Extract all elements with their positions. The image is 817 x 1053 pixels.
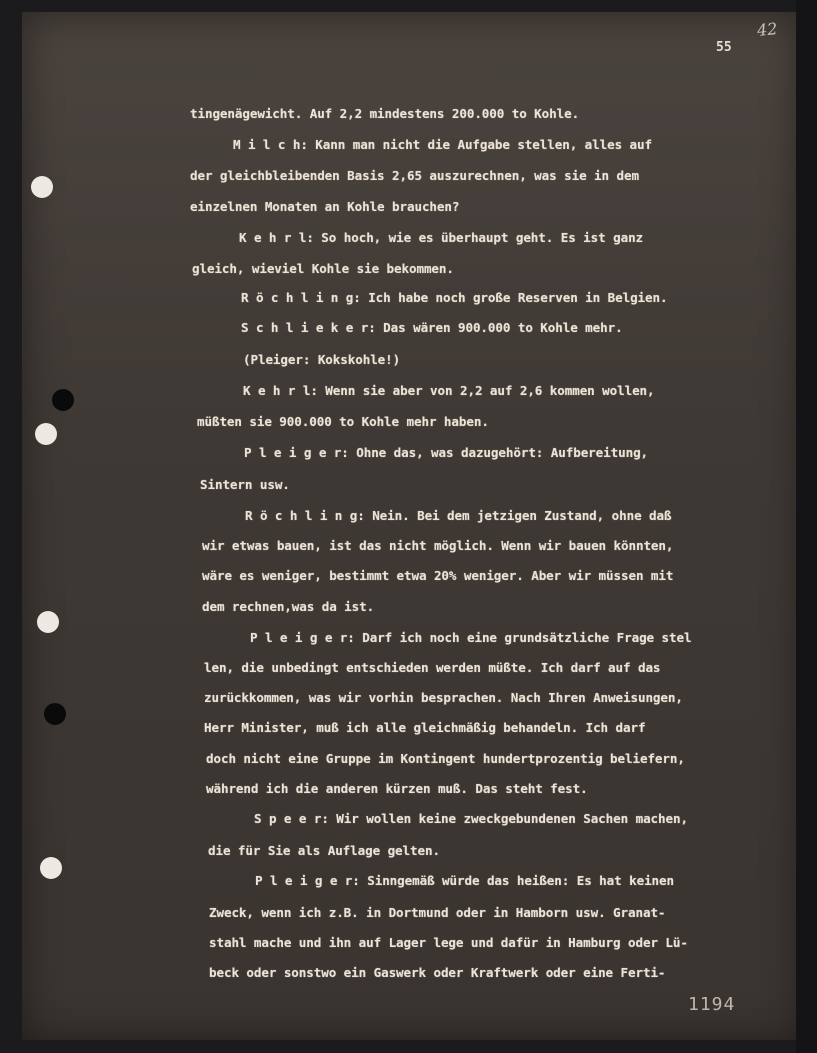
text-line: die für Sie als Auflage gelten. bbox=[208, 843, 440, 858]
text-line: doch nicht eine Gruppe im Kontingent hundertprozentig beliefern, bbox=[206, 751, 685, 766]
text-line: wir etwas bauen, ist das nicht möglich. Wenn wir bauen könnten, bbox=[202, 538, 674, 553]
text-line: während ich die anderen kürzen muß. Das steht fest. bbox=[206, 781, 588, 796]
archive-stamp-number: 1194 bbox=[688, 994, 736, 1015]
text-line: wäre es weniger, bestimmt etwa 20% weniger. Aber wir müssen mit bbox=[202, 568, 674, 583]
text-line: dem rechnen,was da ist. bbox=[202, 599, 375, 614]
text-line: (Pleiger: Kokskohle!) bbox=[243, 352, 401, 367]
text-line: zurückkommen, was wir vorhin besprachen. Nach Ihren Anweisungen, bbox=[204, 690, 683, 705]
text-line: einzelnen Monaten an Kohle brauchen? bbox=[190, 199, 460, 214]
text-line: S c h l i e k e r: Das wären 900.000 to Kohle mehr. bbox=[241, 320, 623, 335]
pencil-folio-mark: 42 bbox=[756, 18, 779, 41]
text-line: K e h r l: Wenn sie aber von 2,2 auf 2,6 kommen wollen, bbox=[243, 383, 655, 398]
text-line: der gleichbleibenden Basis 2,65 auszurechnen, was sie in dem bbox=[190, 168, 639, 183]
text-line: Sintern usw. bbox=[200, 477, 290, 492]
text-line: M i l c h: Kann man nicht die Aufgabe stellen, alles auf bbox=[233, 137, 652, 152]
text-line: K e h r l: So hoch, wie es überhaupt geht. Es ist ganz bbox=[239, 230, 644, 245]
text-line: S p e e r: Wir wollen keine zweckgebundenen Sachen machen, bbox=[254, 811, 688, 826]
text-line: tingenägewicht. Auf 2,2 mindestens 200.000 to Kohle. bbox=[190, 106, 580, 121]
text-line: P l e i g e r: Ohne das, was dazugehört: Aufbereitung, bbox=[244, 445, 649, 460]
text-line: P l e i g e r: Darf ich noch eine grundsätzliche Frage stel bbox=[250, 630, 692, 645]
text-line: beck oder sonstwo ein Gaswerk oder Kraftwerk oder eine Ferti- bbox=[209, 965, 666, 980]
text-line: gleich, wieviel Kohle sie bekommen. bbox=[192, 261, 454, 276]
text-line: stahl mache und ihn auf Lager lege und dafür in Hamburg oder Lü- bbox=[209, 935, 688, 950]
text-line: R ö c h l i n g: Nein. Bei dem jetzigen Zustand, ohne daß bbox=[245, 508, 672, 523]
page-number: 55 bbox=[716, 40, 732, 55]
text-line: Zweck, wenn ich z.B. in Dortmund oder in Hamborn usw. Granat- bbox=[209, 905, 666, 920]
text-line: len, die unbedingt entschieden werden müßte. Ich darf auf das bbox=[204, 660, 661, 675]
text-line: P l e i g e r: Sinngemäß würde das heißen: Es hat keinen bbox=[255, 873, 674, 888]
text-line: müßten sie 900.000 to Kohle mehr haben. bbox=[197, 414, 489, 429]
text-line: R ö c h l i n g: Ich habe noch große Reserven in Belgien. bbox=[241, 290, 668, 305]
text-line: Herr Minister, muß ich alle gleichmäßig behandeln. Ich darf bbox=[204, 720, 646, 735]
